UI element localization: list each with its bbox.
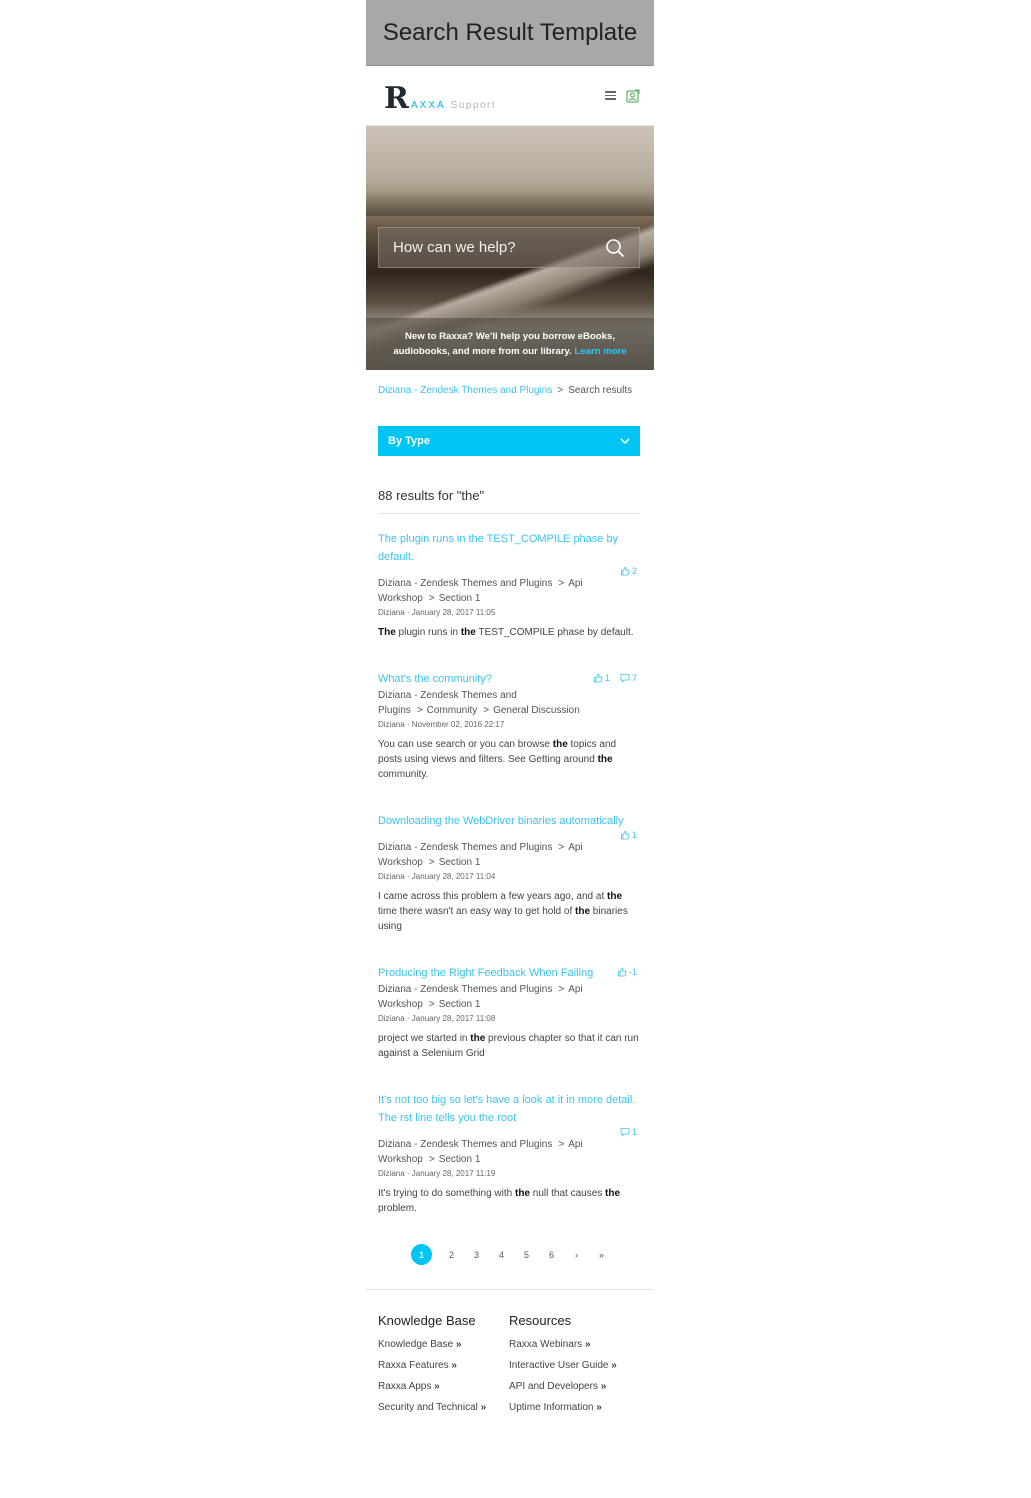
hero-note-line2-wrap	[366, 344, 654, 359]
mobile-page	[366, 0, 654, 1498]
page-3-button[interactable]: 3	[473, 1249, 479, 1260]
comment-icon	[620, 1127, 630, 1137]
vote-count[interactable]	[620, 566, 637, 576]
chevron-double-right-icon: »	[584, 1339, 591, 1350]
footer-link-label: Raxxa Features	[378, 1360, 449, 1371]
comment-icon	[620, 673, 630, 683]
path-separator: >	[483, 705, 490, 716]
result-excerpt: It's trying to do something with the null that causes the problem.	[378, 1188, 621, 1214]
footer-link[interactable]	[509, 1376, 640, 1397]
result-byline: Diziana · January 28, 2017 11:05	[378, 608, 496, 617]
path-segment[interactable]: Api Workshop	[378, 578, 583, 604]
path-segment[interactable]: Diziana - Zendesk Themes and Plugins	[378, 578, 553, 589]
result-byline: Diziana · January 28, 2017 11:19	[378, 1169, 496, 1178]
thumbs-up-icon	[617, 967, 627, 977]
result-title-link[interactable]: It's not too big so let's have a look at it in more detail. The rst line tells you the root	[378, 1094, 636, 1124]
path-separator: >	[558, 842, 565, 853]
result-title-link[interactable]: Producing the Right Feedback When Failing	[378, 967, 594, 979]
breadcrumb-current: Search results	[568, 385, 633, 396]
learn-more-link[interactable]: Learn more	[574, 346, 627, 357]
footer-link[interactable]	[509, 1334, 640, 1355]
hero-banner	[366, 126, 654, 370]
path-segment[interactable]: Api Workshop	[378, 842, 583, 868]
results-list	[378, 530, 640, 1216]
chevron-double-right-icon: »	[600, 1381, 607, 1392]
navbar	[366, 66, 654, 126]
path-segment[interactable]: Diziana - Zendesk Themes and Plugins	[378, 690, 517, 716]
path-segment[interactable]: Diziana - Zendesk Themes and Plugins	[378, 984, 553, 995]
footer-link[interactable]	[378, 1376, 509, 1397]
result-path	[378, 840, 640, 870]
path-segment[interactable]: Section 1	[438, 999, 481, 1010]
page-4-button[interactable]: 4	[498, 1249, 504, 1260]
footer-link-label: Uptime Information	[509, 1402, 594, 1413]
result-date: January 28, 2017 11:08	[411, 1014, 496, 1023]
comment-count[interactable]	[620, 1127, 637, 1137]
search-icon[interactable]	[605, 238, 625, 258]
thumbs-up-icon	[620, 566, 630, 576]
next-page-button[interactable]: ›	[575, 1249, 578, 1260]
result-author: Diziana	[378, 1169, 405, 1178]
result-title-row	[378, 964, 640, 982]
result-stats	[378, 830, 640, 840]
path-segment[interactable]: General Discussion	[493, 705, 580, 716]
search-result	[378, 964, 640, 1061]
hamburger-menu-icon[interactable]	[605, 91, 616, 100]
vote-count-value: -1	[628, 967, 637, 977]
footer-link[interactable]	[509, 1397, 640, 1418]
path-segment[interactable]: Api Workshop	[378, 1139, 583, 1165]
result-excerpt: You can use search or you can browse the topics and posts using views and filters. See Getting around the community.	[378, 739, 617, 780]
result-date: January 28, 2017 11:04	[411, 872, 496, 881]
vote-count-value: 1	[631, 830, 637, 840]
page-1-button[interactable]: 1	[411, 1244, 432, 1265]
comment-count[interactable]	[620, 673, 637, 683]
search-placeholder: How can we help?	[393, 239, 516, 256]
results-count: 88 results for "the"	[378, 488, 640, 514]
search-result	[378, 670, 640, 782]
path-separator: >	[428, 857, 435, 868]
path-segment[interactable]: Diziana - Zendesk Themes and Plugins	[378, 842, 553, 853]
footer-link-label: Raxxa Apps	[378, 1381, 432, 1392]
footer-heading: Resources	[509, 1313, 572, 1328]
thumbs-up-icon	[620, 830, 630, 840]
hero-note-line2: audiobooks, and more from our library.	[393, 346, 572, 357]
result-title-link[interactable]: The plugin runs in the TEST_COMPILE phase by default.	[378, 533, 619, 563]
footer-heading: Knowledge Base	[378, 1313, 476, 1328]
vote-count[interactable]	[617, 967, 637, 977]
path-separator: >	[428, 999, 435, 1010]
search-result	[378, 1091, 640, 1216]
template-title: Search Result Template	[382, 18, 638, 46]
hero-note	[366, 318, 654, 370]
user-profile-icon[interactable]	[626, 89, 640, 103]
result-byline: Diziana · January 28, 2017 11:04	[378, 872, 496, 881]
last-page-button[interactable]: »	[598, 1249, 604, 1260]
path-segment[interactable]: Section 1	[438, 857, 481, 868]
result-author: Diziana	[378, 608, 405, 617]
result-path	[378, 1137, 640, 1167]
footer-link-label: API and Developers	[509, 1381, 598, 1392]
result-author: Diziana	[378, 872, 405, 881]
footer-link[interactable]	[378, 1355, 509, 1376]
path-separator: >	[558, 578, 565, 589]
vote-count[interactable]	[593, 673, 610, 683]
page-5-button[interactable]: 5	[523, 1249, 529, 1260]
hero-background	[366, 192, 654, 216]
result-date: November 02, 2016 22:17	[411, 720, 505, 729]
vote-count-value: 1	[604, 673, 610, 683]
result-excerpt: The plugin runs in the TEST_COMPILE phase by default.	[378, 627, 634, 638]
logo-letter: R	[384, 80, 409, 116]
footer-link[interactable]	[509, 1355, 640, 1376]
comment-count-value: 7	[631, 673, 637, 683]
comment-count-value: 1	[631, 1127, 637, 1137]
footer-link-label: Raxxa Webinars	[509, 1339, 583, 1350]
chevron-double-right-icon: »	[480, 1402, 487, 1413]
path-separator: >	[428, 1154, 435, 1165]
chevron-double-right-icon: »	[451, 1360, 457, 1371]
chevron-double-right-icon: »	[455, 1339, 462, 1350]
result-title-link[interactable]: What's the community?	[378, 673, 492, 685]
footer-col-resources	[509, 1311, 640, 1418]
path-segment[interactable]: Section 1	[438, 1154, 481, 1165]
search-input[interactable]	[378, 227, 640, 268]
vote-count-value: 2	[631, 566, 637, 576]
path-separator: >	[428, 593, 435, 604]
path-segment[interactable]: Section 1	[438, 593, 481, 604]
path-separator: >	[416, 705, 423, 716]
pagination	[378, 1244, 640, 1265]
thumbs-up-icon	[593, 673, 603, 683]
result-stats	[617, 964, 640, 977]
path-separator: >	[558, 1139, 565, 1150]
result-date: January 28, 2017 11:05	[411, 608, 496, 617]
logo-wordmark	[411, 100, 496, 111]
footer-link-label: Interactive User Guide	[509, 1360, 609, 1371]
result-stats	[593, 670, 640, 683]
template-title-bar	[366, 0, 654, 66]
logo-word: AXXA	[410, 99, 446, 111]
chevron-double-right-icon: »	[434, 1381, 440, 1392]
path-segment[interactable]: Api Workshop	[378, 984, 583, 1010]
logo[interactable]	[384, 80, 497, 116]
footer-col-knowledge-base	[378, 1311, 509, 1418]
result-stats	[378, 566, 640, 576]
footer	[366, 1311, 654, 1418]
footer-link[interactable]	[378, 1334, 509, 1355]
vote-count[interactable]	[620, 830, 637, 840]
path-separator: >	[558, 984, 565, 995]
result-author: Diziana	[378, 720, 405, 729]
page-2-button[interactable]: 2	[448, 1249, 454, 1260]
footer-divider	[366, 1289, 654, 1290]
result-byline: Diziana · January 28, 2017 11:08	[378, 1014, 496, 1023]
search-result	[378, 812, 640, 934]
result-date: January 28, 2017 11:19	[411, 1169, 496, 1178]
chevron-down-icon	[620, 438, 630, 444]
breadcrumb	[378, 383, 640, 398]
nav-icons	[605, 89, 640, 103]
search-result	[378, 530, 640, 640]
footer-link-label: Security and Technical	[378, 1402, 478, 1413]
breadcrumb-separator: >	[557, 385, 564, 396]
path-segment[interactable]: Diziana - Zendesk Themes and Plugins	[378, 1139, 553, 1150]
result-byline: Diziana · November 02, 2016 22:17	[378, 720, 505, 729]
chevron-double-right-icon: »	[611, 1360, 617, 1371]
logo-suffix: Support	[450, 99, 497, 111]
result-path	[378, 576, 640, 606]
hero-note-line1: New to Raxxa? We'll help you borrow eBooks,	[404, 331, 615, 342]
result-author: Diziana	[378, 1014, 405, 1023]
result-path	[378, 688, 640, 718]
footer-link-label: Knowledge Base	[378, 1339, 454, 1350]
filter-by-type-dropdown[interactable]	[378, 426, 640, 456]
result-excerpt: project we started in the previous chapter so that it can run against a Selenium Grid	[378, 1033, 639, 1059]
result-title-row	[378, 670, 640, 688]
page-6-button[interactable]: 6	[548, 1249, 554, 1260]
result-excerpt: I came across this problem a few years ago, and at the time there wasn't an easy way to get hold of the binaries using	[378, 891, 628, 932]
chevron-double-right-icon: »	[596, 1402, 602, 1413]
result-stats	[378, 1127, 640, 1137]
footer-link[interactable]	[378, 1397, 509, 1418]
result-path	[378, 982, 640, 1012]
filter-label: By Type	[388, 435, 430, 447]
path-segment[interactable]: Community	[426, 705, 478, 716]
breadcrumb-root-link[interactable]: Diziana - Zendesk Themes and Plugins	[378, 385, 553, 396]
main-content	[366, 383, 654, 1265]
result-title-link[interactable]: Downloading the WebDriver binaries automatically	[378, 815, 624, 827]
